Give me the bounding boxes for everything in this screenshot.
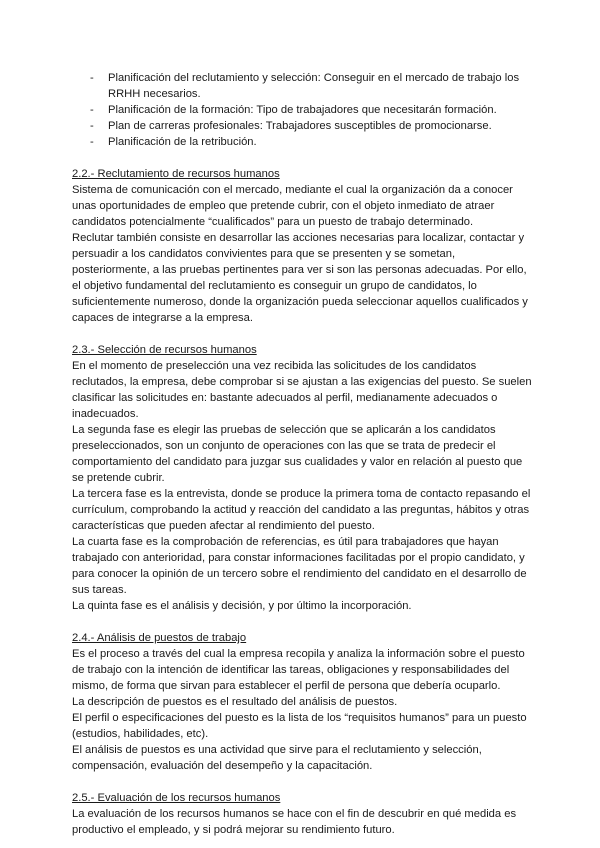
paragraph: El perfil o especificaciones del puesto es la lista de los “requisitos humanos” para un puesto (estudios, habilidades, etc). bbox=[72, 712, 527, 740]
section-reclutamiento bbox=[72, 166, 532, 326]
section-analisis-puestos bbox=[72, 630, 532, 774]
paragraph: La quinta fase es el análisis y decisión, y por último la incorporación. bbox=[72, 600, 412, 612]
paragraph: La segunda fase es elegir las pruebas de selección que se aplicarán a los candidatos preseleccionados, son un conjunto de operaciones con las que se trata de predecir el comportamiento del candidato para juzgar sus cualidades y valor en relación al puesto que se pretende cubrir. bbox=[72, 424, 523, 484]
section-heading: 2.5.- Evaluación de los recursos humanos bbox=[72, 792, 281, 804]
paragraph: El análisis de puestos es una actividad que sirve para el reclutamiento y selección, compensación, evaluación del desempeño y la capacitación. bbox=[72, 744, 482, 772]
paragraph: Reclutar también consiste en desarrollar las acciones necesarias para localizar, contactar y persuadir a los candidatos convivientes para que se presenten y se sometan, posteriormente, a las pruebas pertinentes para ver si son las personas adecuadas. Por ello, el objetivo fundamental del reclutamiento es conseguir un grupo de candidatos, lo suficientemente numeroso, donde la organización pueda seleccionar aquellos cualificados y capaces de integrarse a la empresa. bbox=[72, 232, 528, 324]
paragraph: La evaluación de los recursos humanos se hace con el fin de descubrir en qué medida es productivo el empleado, y si podrá mejorar su rendimiento futuro. bbox=[72, 808, 517, 836]
section-seleccion bbox=[72, 342, 532, 614]
paragraph: En el momento de preselección una vez recibida las solicitudes de los candidatos reclutados, la empresa, debe comprobar si se ajustan a las exigencias del puesto. Se suelen clasificar las solicitudes en: bastante adecuados al perfil, medianamente adecuados o inadecuados. bbox=[72, 360, 532, 420]
document-page bbox=[72, 70, 532, 838]
planning-bullet-list bbox=[72, 70, 532, 150]
paragraph: Es el proceso a través del cual la empresa recopila y analiza la información sobre el puesto de trabajo con la intención de identificar las tareas, obligaciones y responsabilidades del mismo, de forma que sirvan para establecer el perfil de persona que debería ocuparlo. bbox=[72, 648, 525, 692]
bullet-item: - Planificación del reclutamiento y selección: Conseguir en el mercado de trabajo los RRHH necesarios. bbox=[72, 70, 532, 102]
paragraph: La descripción de puestos es el resultado del análisis de puestos. bbox=[72, 696, 398, 708]
section-heading: 2.3.- Selección de recursos humanos bbox=[72, 344, 257, 356]
bullet-item: - Planificación de la formación: Tipo de trabajadores que necesitarán formación. bbox=[72, 102, 532, 118]
section-evaluacion bbox=[72, 790, 532, 838]
bullet-item: - Planificación de la retribución. bbox=[72, 134, 532, 150]
paragraph: Sistema de comunicación con el mercado, mediante el cual la organización da a conocer unas oportunidades de empleo que pretende cubrir, con el objeto inmediato de atraer candidatos potencialmente “cualificados” para un puesto de trabajo determinado. bbox=[72, 184, 513, 228]
paragraph: La cuarta fase es la comprobación de referencias, es útil para trabajadores que hayan trabajado con anterioridad, para constar informaciones facilitadas por el propio candidato, y para conocer la opinión de un tercero sobre el rendimiento del candidato en el desarrollo de sus tareas. bbox=[72, 536, 527, 596]
bullet-item: - Plan de carreras profesionales: Trabajadores susceptibles de promocionarse. bbox=[72, 118, 532, 134]
section-heading: 2.4.- Análisis de puestos de trabajo bbox=[72, 632, 247, 644]
section-heading: 2.2.- Reclutamiento de recursos humanos bbox=[72, 168, 280, 180]
paragraph: La tercera fase es la entrevista, donde se produce la primera toma de contacto repasando el currículum, comprobando la actitud y reacción del candidato a las preguntas, hábitos y otras características que pueden afectar al rendimiento del puesto. bbox=[72, 488, 531, 532]
